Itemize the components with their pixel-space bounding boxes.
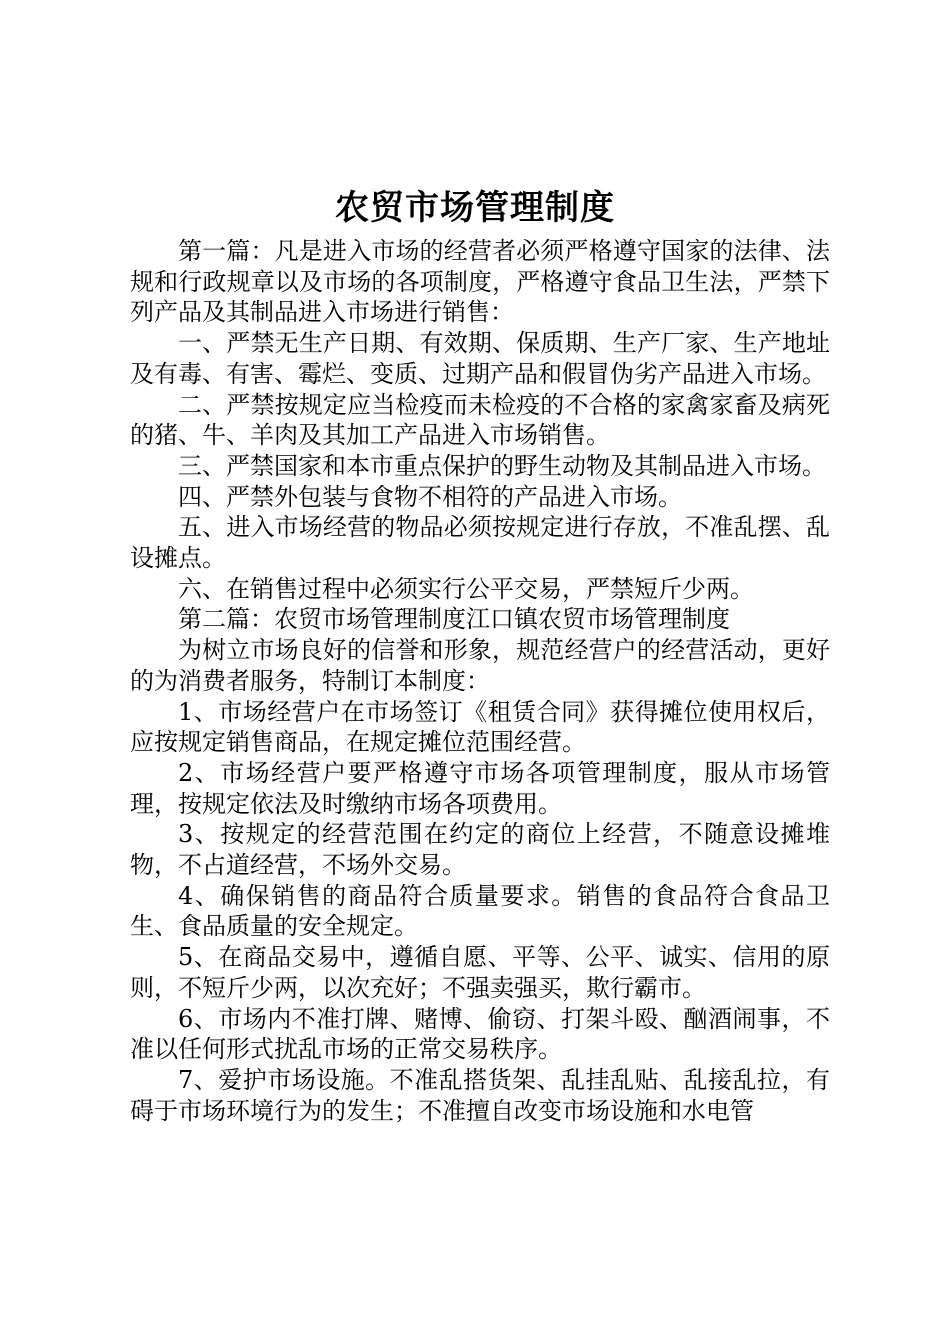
document-body: [130, 236, 830, 1126]
paragraph-item-1: 1、市场经营户在市场签订《租赁合同》获得摊位使用权后，应按规定销售商品，在规定摊位范围经营。: [130, 697, 830, 757]
paragraph-item-4: 4、确保销售的商品符合质量要求。销售的食品符合食品卫生、食品质量的安全规定。: [130, 881, 830, 941]
paragraph-rule-1: 一、严禁无生产日期、有效期、保质期、生产厂家、生产地址及有毒、有害、霉烂、变质、过期产品和假冒伪劣产品进入市场。: [130, 329, 830, 388]
paragraph-part-one-intro: 第一篇：凡是进入市场的经营者必须严格遵守国家的法律、法规和行政规章以及市场的各项制度，严格遵守食品卫生法，严禁下列产品及其制品进入市场进行销售：: [130, 237, 830, 327]
paragraph-item-2: 2、市场经营户要严格遵守市场各项管理制度，服从市场管理，按规定依法及时缴纳市场各项费用。: [130, 758, 830, 818]
paragraph-part-two-heading: 第二篇：农贸市场管理制度江口镇农贸市场管理制度: [178, 605, 730, 634]
paragraph-rule-5: 五、进入市场经营的物品必须按规定进行存放，不准乱摆、乱设摊点。: [130, 513, 830, 573]
paragraph-item-3: 3、按规定的经营范围在约定的商位上经营，不随意设摊堆物，不占道经营，不场外交易。: [130, 820, 830, 880]
document-title: 农贸市场管理制度: [335, 188, 615, 228]
paragraph-rule-4: 四、严禁外包装与食物不相符的产品进入市场。: [178, 482, 682, 511]
paragraph-rule-2: 二、严禁按规定应当检疫而未检疫的不合格的家禽家畜及病死的猪、牛、羊肉及其加工产品进入市场销售。: [130, 390, 830, 450]
paragraph-part-two-intro: 为树立市场良好的信誉和形象，规范经营户的经营活动，更好的为消费者服务，特制订本制度：: [130, 636, 830, 695]
paragraph-rule-3: 三、严禁国家和本市重点保护的野生动物及其制品进入市场。: [178, 451, 826, 480]
paragraph-item-5: 5、在商品交易中，遵循自愿、平等、公平、诚实、信用的原则，不短斤少两，以次充好；不强卖强买，欺行霸市。: [130, 943, 830, 1002]
paragraph-item-7: 7、爱护市场设施。不准乱搭货架、乱挂乱贴、乱接乱拉，有碍于市场环境行为的发生；不准擅自改变市场设施和水电管: [130, 1065, 830, 1125]
paragraph-rule-6: 六、在销售过程中必须实行公平交易，严禁短斤少两。: [178, 574, 754, 603]
paragraph-item-6: 6、市场内不准打牌、赌博、偷窃、打架斗殴、酗酒闹事，不准以任何形式扰乱市场的正常交易秩序。: [130, 1004, 830, 1064]
